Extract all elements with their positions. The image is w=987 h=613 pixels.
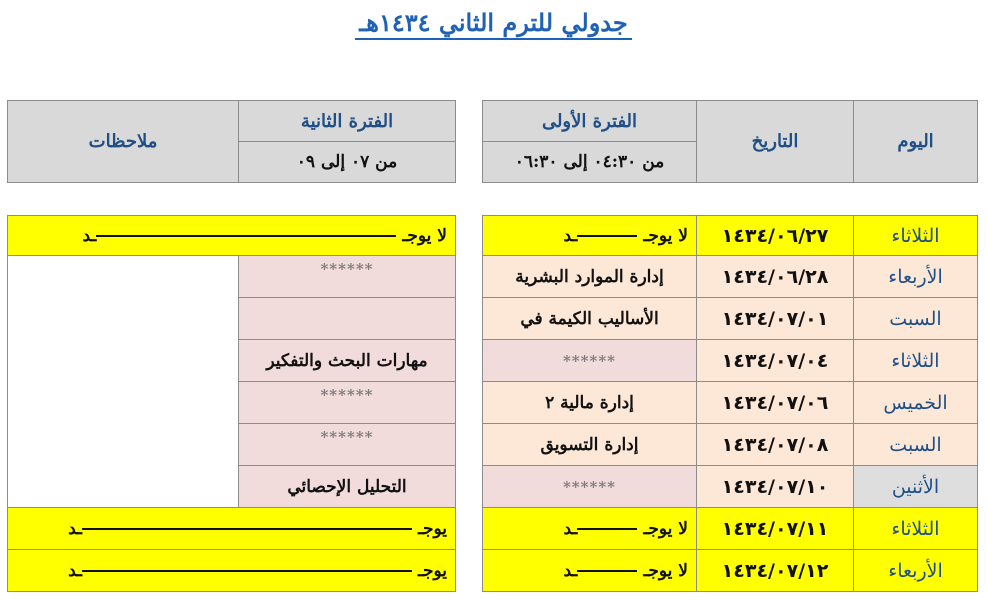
left-body-table bbox=[7, 215, 456, 592]
header-first-period-time: من ٠٤:٣٠ إلى ٠٦:٣٠ bbox=[483, 142, 697, 183]
first-period-cell: لا يوجــد bbox=[483, 216, 697, 256]
page-title-text: جدولي للترم الثاني ١٤٣٤هـ bbox=[355, 8, 631, 40]
table-row bbox=[8, 508, 456, 550]
day-cell: الأثنين bbox=[854, 466, 978, 508]
table-row bbox=[483, 466, 978, 508]
table-row bbox=[483, 550, 978, 592]
header-day: اليوم bbox=[854, 101, 978, 183]
table-row bbox=[483, 382, 978, 424]
header-second-period: الفترة الثانية bbox=[239, 101, 456, 142]
left-header-table bbox=[7, 100, 456, 183]
second-period-cell: ****** bbox=[239, 256, 456, 298]
day-cell: السبت bbox=[854, 424, 978, 466]
first-period-cell: لا يوجــد bbox=[483, 508, 697, 550]
table-row bbox=[8, 256, 456, 298]
header-notes: ملاحظات bbox=[8, 101, 239, 183]
date-cell: ١٤٣٤/٠٧/٠٨ bbox=[697, 424, 854, 466]
date-cell: ١٤٣٤/٠٦/٢٨ bbox=[697, 256, 854, 298]
first-period-cell: ****** bbox=[483, 340, 697, 382]
second-period-cell: لا يوجــد bbox=[8, 216, 456, 256]
second-period-cell: ****** bbox=[239, 382, 456, 424]
day-cell: السبت bbox=[854, 298, 978, 340]
page-title bbox=[0, 8, 987, 37]
first-period-cell: إدارة الموارد البشرية bbox=[483, 256, 697, 298]
day-cell: الثلاثاء bbox=[854, 216, 978, 256]
second-period-cell: يوجــد bbox=[8, 550, 456, 592]
table-row bbox=[483, 298, 978, 340]
date-cell: ١٤٣٤/٠٧/٠١ bbox=[697, 298, 854, 340]
second-period-cell: يوجــد bbox=[8, 508, 456, 550]
table-row bbox=[483, 508, 978, 550]
second-period-cell: مهارات البحث والتفكير bbox=[239, 340, 456, 382]
day-cell: الخميس bbox=[854, 382, 978, 424]
first-period-cell: إدارة مالية ٢ bbox=[483, 382, 697, 424]
table-row bbox=[483, 216, 978, 256]
header-second-period-time: من ٠٧ إلى ٠٩ bbox=[239, 142, 456, 183]
date-cell: ١٤٣٤/٠٧/١٠ bbox=[697, 466, 854, 508]
date-cell: ١٤٣٤/٠٧/٠٦ bbox=[697, 382, 854, 424]
header-first-period: الفترة الأولى bbox=[483, 101, 697, 142]
right-body-table bbox=[482, 215, 978, 592]
right-header-table bbox=[482, 100, 978, 183]
table-row bbox=[8, 550, 456, 592]
day-cell: الثلاثاء bbox=[854, 508, 978, 550]
second-period-cell: التحليل الإحصائي bbox=[239, 466, 456, 508]
first-period-cell: إدارة التسويق bbox=[483, 424, 697, 466]
first-period-cell: ****** bbox=[483, 466, 697, 508]
first-period-cell: لا يوجــد bbox=[483, 550, 697, 592]
date-cell: ١٤٣٤/٠٧/١١ bbox=[697, 508, 854, 550]
table-row bbox=[483, 256, 978, 298]
second-period-cell bbox=[239, 298, 456, 340]
second-period-cell: ****** bbox=[239, 424, 456, 466]
day-cell: الأربعاء bbox=[854, 256, 978, 298]
notes-cell bbox=[8, 256, 239, 508]
table-row bbox=[483, 340, 978, 382]
table-row bbox=[8, 216, 456, 256]
header-date: التاريخ bbox=[697, 101, 854, 183]
date-cell: ١٤٣٤/٠٧/٠٤ bbox=[697, 340, 854, 382]
day-cell: الثلاثاء bbox=[854, 340, 978, 382]
date-cell: ١٤٣٤/٠٧/١٢ bbox=[697, 550, 854, 592]
table-row bbox=[483, 424, 978, 466]
first-period-cell: الأساليب الكيمة في bbox=[483, 298, 697, 340]
date-cell: ١٤٣٤/٠٦/٢٧ bbox=[697, 216, 854, 256]
day-cell: الأربعاء bbox=[854, 550, 978, 592]
